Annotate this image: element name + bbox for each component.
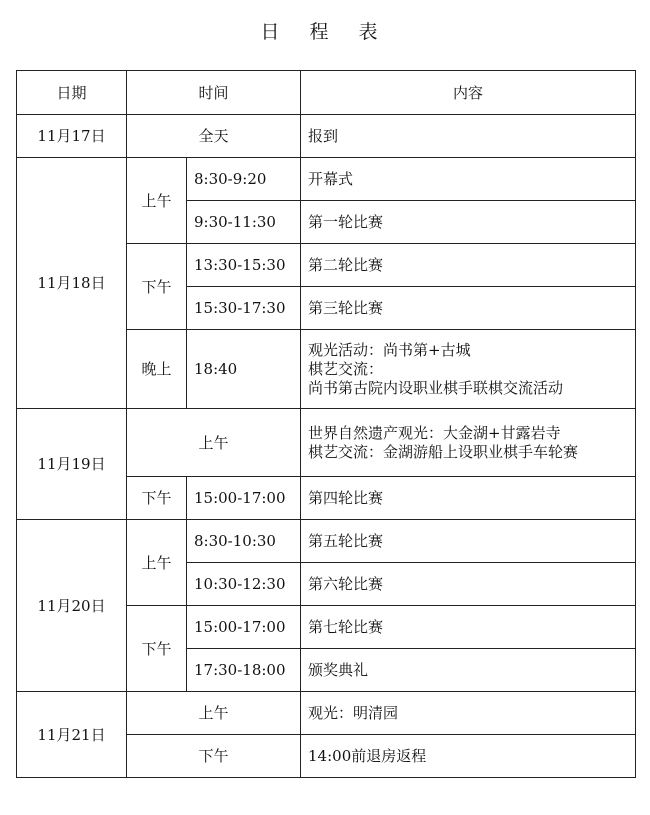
- header-time: 时间: [127, 71, 301, 115]
- header-content: 内容: [301, 71, 636, 115]
- content-cell: 第三轮比赛: [301, 287, 636, 330]
- period-cell: 上午: [127, 158, 187, 244]
- period-cell: 下午: [127, 606, 187, 692]
- time-cell: 17:30-18:00: [187, 649, 301, 692]
- content-cell: 世界自然遗产观光：大金湖+甘露岩寺 棋艺交流：金湖游船上设职业棋手车轮赛: [301, 409, 636, 477]
- content-cell: 开幕式: [301, 158, 636, 201]
- period-cell: 下午: [127, 477, 187, 520]
- schedule-table: [16, 70, 636, 778]
- time-cell: 10:30-12:30: [187, 563, 301, 606]
- table-row: [17, 409, 636, 477]
- period-cell: 上午: [127, 520, 187, 606]
- period-cell: 上午: [127, 692, 301, 735]
- date-cell: 11月19日: [17, 409, 127, 520]
- time-cell: 18:40: [187, 330, 301, 409]
- page-title: 日 程 表: [260, 21, 390, 43]
- table-header-row: [17, 71, 636, 115]
- period-cell: 下午: [127, 244, 187, 330]
- time-cell: 9:30-11:30: [187, 201, 301, 244]
- content-cell: 颁奖典礼: [301, 649, 636, 692]
- period-cell: 全天: [127, 115, 301, 158]
- content-cell: 观光活动：尚书第+古城 棋艺交流： 尚书第古院内设职业棋手联棋交流活动: [301, 330, 636, 409]
- table-row: [17, 692, 636, 735]
- table-row: [17, 520, 636, 563]
- date-cell: 11月21日: [17, 692, 127, 778]
- content-cell: 第二轮比赛: [301, 244, 636, 287]
- time-cell: 15:30-17:30: [187, 287, 301, 330]
- period-cell: 上午: [127, 409, 301, 477]
- content-cell: 第一轮比赛: [301, 201, 636, 244]
- time-cell: 15:00-17:00: [187, 477, 301, 520]
- date-cell: 11月17日: [17, 115, 127, 158]
- time-cell: 15:00-17:00: [187, 606, 301, 649]
- content-cell: 第五轮比赛: [301, 520, 636, 563]
- content-cell: 第六轮比赛: [301, 563, 636, 606]
- time-cell: 8:30-10:30: [187, 520, 301, 563]
- content-cell: 报到: [301, 115, 636, 158]
- period-cell: 晚上: [127, 330, 187, 409]
- content-cell: 14:00前退房返程: [301, 735, 636, 778]
- table-row: [17, 158, 636, 201]
- period-cell: 下午: [127, 735, 301, 778]
- date-cell: 11月20日: [17, 520, 127, 692]
- table-row: [17, 115, 636, 158]
- time-cell: 13:30-15:30: [187, 244, 301, 287]
- content-cell: 第七轮比赛: [301, 606, 636, 649]
- header-date: 日期: [17, 71, 127, 115]
- content-cell: 第四轮比赛: [301, 477, 636, 520]
- content-cell: 观光：明清园: [301, 692, 636, 735]
- time-cell: 8:30-9:20: [187, 158, 301, 201]
- date-cell: 11月18日: [17, 158, 127, 409]
